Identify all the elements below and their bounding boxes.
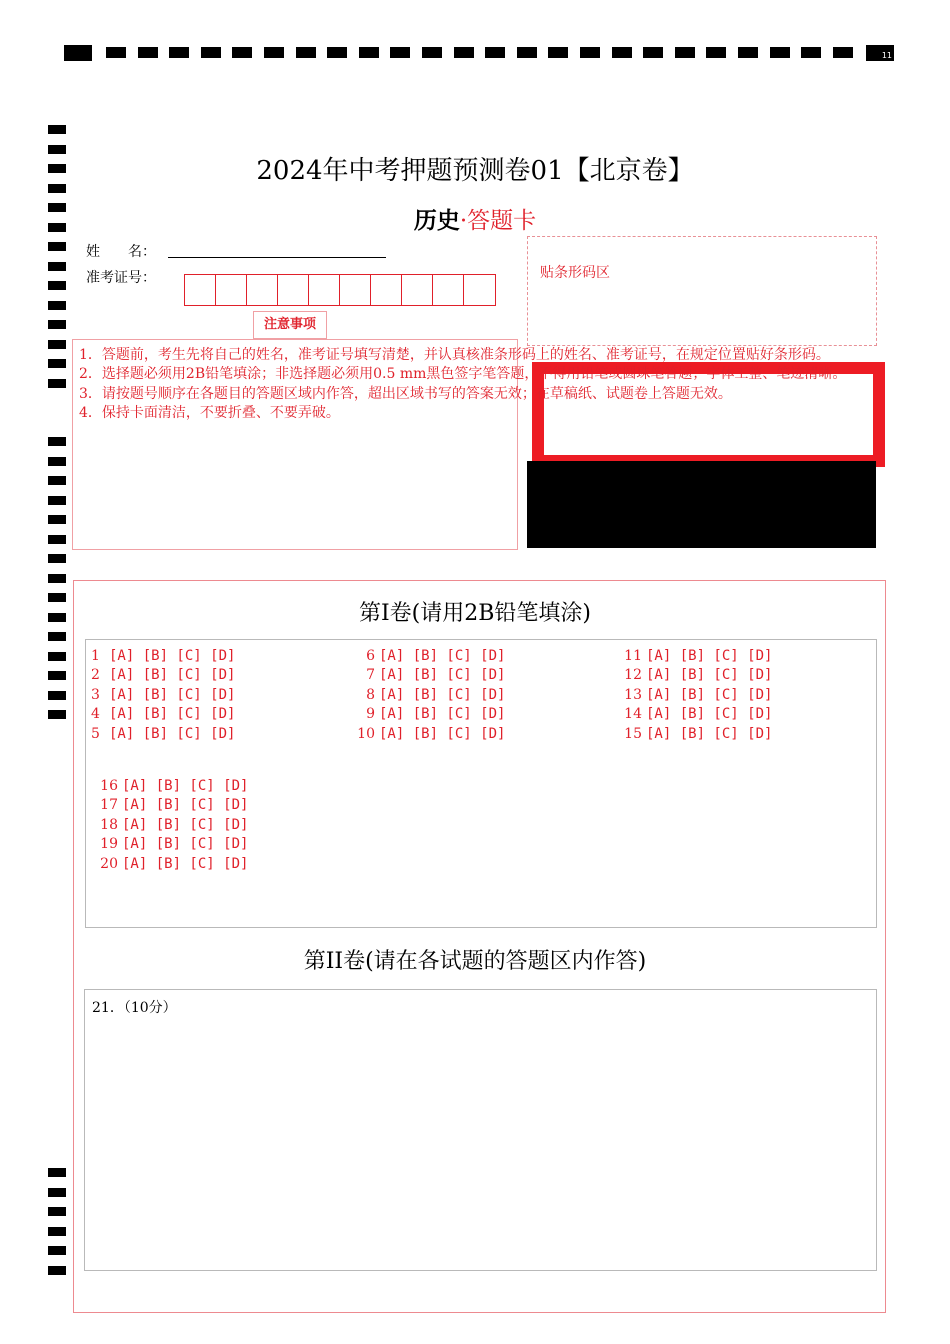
timing-mark — [232, 47, 252, 58]
question-number: 16 — [100, 778, 118, 794]
answer-options[interactable]: [A] [B] [C] [D] — [109, 648, 236, 664]
answer-options[interactable]: [A] [B] [C] [D] — [122, 855, 249, 872]
timing-mark — [580, 47, 600, 58]
timing-mark — [48, 691, 66, 700]
mc-group — [353, 647, 505, 744]
timing-mark — [48, 281, 66, 290]
timing-mark — [48, 554, 66, 563]
id-digit-box[interactable] — [309, 275, 340, 305]
mc-row[interactable] — [620, 647, 772, 666]
answer-options[interactable]: [A] [B] [C] [D] — [122, 816, 249, 833]
question-number: 5 — [91, 725, 100, 742]
mc-row[interactable] — [620, 705, 772, 724]
mc-row[interactable] — [353, 666, 505, 685]
timing-mark — [327, 47, 347, 58]
question-number: 9 — [366, 706, 375, 723]
answer-options[interactable]: [A] [B] [C] [D] — [646, 648, 773, 664]
timing-mark — [48, 340, 66, 349]
timing-mark — [770, 47, 790, 58]
mc-row[interactable] — [91, 647, 235, 666]
answer-options[interactable]: [A] [B] [C] [D] — [122, 836, 249, 853]
timing-mark — [833, 47, 853, 58]
barcode-black-block — [527, 461, 876, 548]
answer-card-label: 答题卡 — [467, 208, 537, 234]
answer-box[interactable] — [84, 989, 877, 1271]
question-number: 11 — [624, 648, 642, 664]
question-number: 1 — [91, 648, 100, 664]
mc-row[interactable] — [91, 666, 235, 685]
question-number: 6 — [366, 648, 375, 664]
timing-mark — [169, 47, 189, 58]
timing-mark — [48, 1227, 66, 1236]
mc-row[interactable] — [620, 725, 772, 744]
timing-mark — [612, 47, 632, 58]
timing-mark — [48, 457, 66, 466]
timing-mark — [48, 437, 66, 446]
timing-mark — [48, 301, 66, 310]
section2-title: 第II卷(请在各试题的答题区内作答) — [303, 949, 647, 974]
timing-mark — [48, 574, 66, 583]
question-number: 12 — [624, 667, 642, 684]
question-number: 3 — [91, 686, 100, 703]
answer-options[interactable]: [A] [B] [C] [D] — [109, 725, 236, 742]
answer-options[interactable]: [A] [B] [C] [D] — [646, 725, 773, 742]
timing-mark — [48, 652, 66, 661]
timing-mark — [201, 47, 221, 58]
barcode-label: 贴条形码区 — [540, 265, 610, 281]
page-title: 2024年中考押题预测卷01【北京卷】 — [256, 156, 694, 186]
timing-mark — [138, 47, 158, 58]
id-digit-box[interactable] — [185, 275, 216, 305]
mc-row[interactable] — [353, 705, 505, 724]
timing-mark — [48, 125, 66, 134]
answer-options[interactable]: [A] [B] [C] [D] — [122, 797, 249, 814]
question-number: 2 — [91, 667, 100, 684]
notice-rule: 4．保持卡面清洁，不要折叠、不要弄破。 — [79, 405, 340, 422]
question-number: 15 — [624, 725, 642, 742]
timing-mark — [48, 320, 66, 329]
timing-mark — [48, 535, 66, 544]
timing-mark — [106, 47, 126, 58]
timing-mark — [706, 47, 726, 58]
mc-row[interactable] — [353, 647, 505, 666]
timing-mark — [48, 710, 66, 719]
answer-options[interactable]: [A] [B] [C] [D] — [122, 778, 249, 794]
name-field[interactable] — [168, 256, 386, 258]
answer-options[interactable]: [A] [B] [C] [D] — [379, 706, 506, 723]
notice-rule: 2．选择题必须用2B铅笔填涂；非选择题必须用0.5 mm黑色签字笔答题，不得用铅笔或圆珠笔答题；字体工整、笔迹清晰。 — [79, 366, 847, 383]
id-digit-box[interactable] — [464, 275, 495, 305]
answer-options[interactable]: [A] [B] [C] [D] — [379, 725, 506, 742]
timing-mark — [517, 47, 537, 58]
notice-rule: 3．请按题号顺序在各题目的答题区域内作答，超出区域书写的答案无效；在草稿纸、试题卷上答题无效。 — [79, 385, 732, 402]
question-number: 18 — [100, 816, 118, 833]
notice-tag: 注意事项 — [253, 311, 327, 339]
timing-mark — [48, 1246, 66, 1255]
mc-group — [620, 647, 772, 744]
answer-options[interactable]: [A] [B] [C] [D] — [646, 686, 773, 703]
timing-mark — [359, 47, 379, 58]
timing-mark — [264, 47, 284, 58]
question-number: 19 — [100, 836, 118, 853]
name-label: 姓 名： — [86, 244, 156, 260]
section1-title: 第I卷(请用2B铅笔填涂) — [358, 601, 592, 626]
answer-options[interactable]: [A] [B] [C] [D] — [109, 667, 236, 684]
timing-mark — [48, 242, 66, 251]
top-timing-marks — [64, 45, 894, 61]
id-digit-box[interactable] — [433, 275, 464, 305]
mc-row[interactable] — [92, 777, 248, 796]
id-number-boxes[interactable] — [184, 274, 496, 306]
barcode-zone — [527, 236, 877, 346]
notice-rule: 1．答题前，考生先将自己的姓名，准考证号填写清楚，并认真核准条形码上的姓名、准考证号，在规定位置贴好条形码。 — [79, 347, 830, 363]
timing-mark — [48, 515, 66, 524]
mc-group — [92, 777, 248, 874]
timing-mark — [48, 476, 66, 485]
answer-options[interactable]: [A] [B] [C] [D] — [379, 667, 506, 684]
subtitle-separator: · — [459, 208, 468, 234]
timing-mark — [485, 47, 505, 58]
page-subtitle — [0, 202, 950, 235]
timing-mark — [643, 47, 663, 58]
timing-mark — [48, 671, 66, 680]
answer-options[interactable]: [A] [B] [C] [D] — [379, 648, 506, 664]
question-number: 20 — [100, 855, 118, 872]
question-number: 8 — [366, 686, 375, 703]
timing-mark — [48, 496, 66, 505]
answer-options[interactable]: [A] [B] [C] [D] — [109, 706, 236, 723]
timing-mark — [48, 1266, 66, 1275]
timing-mark — [48, 379, 66, 388]
question-number: 4 — [91, 706, 100, 723]
page-number: 11 — [866, 45, 894, 61]
timing-mark — [422, 47, 442, 58]
mc-row[interactable] — [91, 705, 235, 724]
timing-mark — [48, 1207, 66, 1216]
question-number: 14 — [624, 706, 642, 723]
mc-row[interactable] — [92, 855, 248, 874]
subject-label: 历史 — [413, 207, 460, 234]
question-21-label: 21．（10分） — [92, 1000, 177, 1016]
mc-group — [91, 647, 235, 744]
id-digit-box[interactable] — [340, 275, 371, 305]
answer-options[interactable]: [A] [B] [C] [D] — [379, 686, 506, 703]
question-number: 13 — [624, 686, 642, 703]
id-label: 准考证号： — [86, 270, 156, 286]
timing-mark — [801, 47, 821, 58]
question-number: 10 — [357, 725, 375, 742]
timing-mark — [738, 47, 758, 58]
id-digit-box[interactable] — [371, 275, 402, 305]
question-number: 17 — [100, 797, 118, 814]
mc-row[interactable] — [91, 686, 235, 705]
timing-mark — [390, 47, 410, 58]
answer-options[interactable]: [A] [B] [C] [D] — [109, 686, 236, 703]
timing-mark — [48, 359, 66, 368]
mc-row[interactable] — [92, 835, 248, 854]
id-digit-box[interactable] — [402, 275, 433, 305]
question-number: 7 — [366, 667, 375, 684]
id-digit-box[interactable] — [247, 275, 278, 305]
timing-mark — [48, 262, 66, 271]
mc-row[interactable] — [91, 725, 235, 744]
id-digit-box[interactable] — [278, 275, 309, 305]
mc-row[interactable] — [620, 666, 772, 685]
timing-mark — [296, 47, 316, 58]
timing-mark — [48, 632, 66, 641]
answer-options[interactable]: [A] [B] [C] [D] — [646, 667, 773, 684]
timing-mark — [454, 47, 474, 58]
timing-mark — [48, 1188, 66, 1197]
mc-row[interactable] — [92, 816, 248, 835]
mc-row[interactable] — [620, 686, 772, 705]
timing-mark — [548, 47, 568, 58]
timing-mark — [64, 45, 92, 61]
mc-row[interactable] — [353, 725, 505, 744]
id-digit-box[interactable] — [216, 275, 247, 305]
mc-row[interactable] — [92, 796, 248, 815]
timing-mark — [48, 1168, 66, 1177]
timing-mark — [675, 47, 695, 58]
mc-row[interactable] — [353, 686, 505, 705]
answer-options[interactable]: [A] [B] [C] [D] — [646, 706, 773, 723]
notice-rules — [79, 346, 950, 424]
